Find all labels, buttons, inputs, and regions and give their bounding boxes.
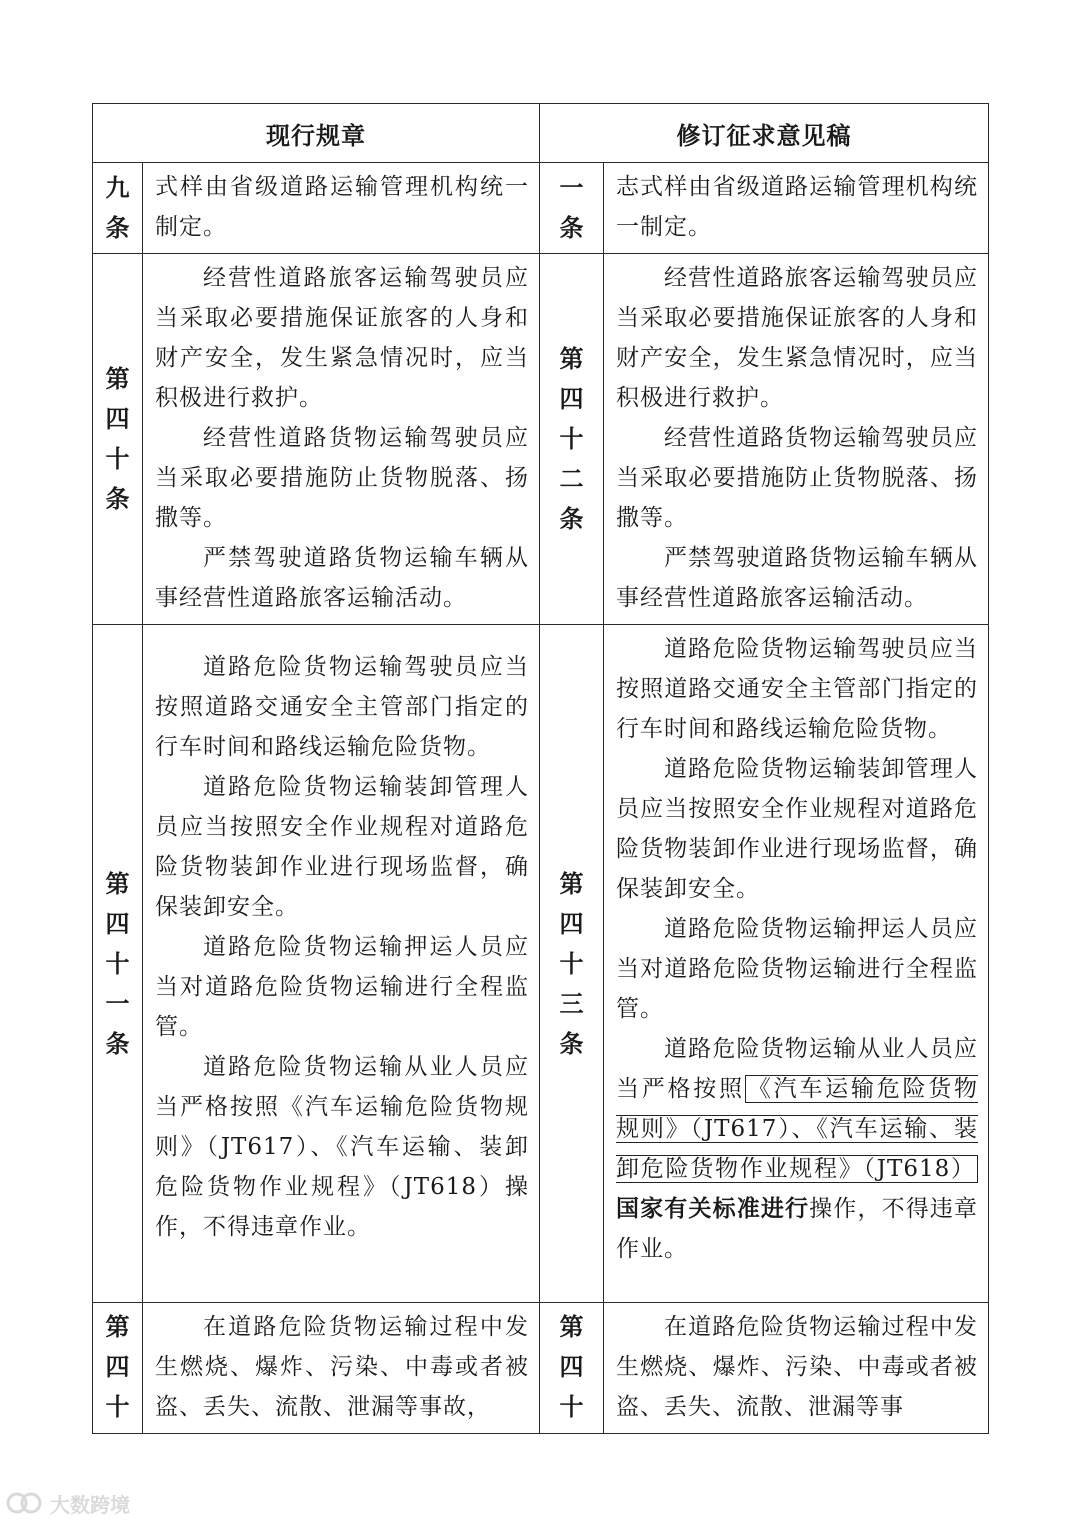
watermark (4, 1488, 130, 1518)
current-text-cell (143, 254, 540, 625)
article-number: 第四十条 (105, 365, 130, 513)
current-text-cell (143, 625, 540, 1303)
article-paragraph: 道路危险货物运输押运人员应当对道路危险货物运输进行全程监管。 (155, 934, 529, 1040)
article-paragraph: 在道路危险货物运输过程中发生燃烧、爆炸、污染、中毒或者被盗、丢失、流散、泄漏等事 (616, 1314, 978, 1420)
article-number-cell (93, 254, 143, 625)
table-row (93, 1303, 989, 1434)
article-paragraph: 经营性道路货物运输驾驶员应当采取必要措施防止货物脱落、扬撒等。 (616, 425, 978, 531)
revised-text-cell (604, 163, 989, 254)
article-number: 第四十 (559, 1313, 584, 1421)
table-row (93, 625, 989, 1303)
article-number-cell (540, 1303, 604, 1434)
current-text-cell (143, 1303, 540, 1434)
article-number: 第四十三条 (559, 869, 584, 1058)
regulation-comparison-table (92, 103, 989, 1434)
brand-logo-icon (4, 1488, 44, 1518)
revised-text-suffix: 操作，不得违章作业。 (616, 1196, 979, 1262)
revised-text-prefix: 道路危险货物运输从业人员应当严格按照 (616, 1036, 978, 1102)
revised-text-cell (604, 1303, 989, 1434)
article-paragraph: 道路危险货物运输装卸管理人员应当按照安全作业规程对道路危险货物装卸作业进行现场监督，确保装卸安全。 (155, 774, 529, 920)
article-paragraph: 经营性道路旅客运输驾驶员应当采取必要措施保证旅客的人身和财产安全，发生紧急情况时，应当积极进行救护。 (616, 265, 978, 411)
table-row (93, 163, 989, 254)
article-paragraph: 经营性道路旅客运输驾驶员应当采取必要措施保证旅客的人身和财产安全，发生紧急情况时，应当积极进行救护。 (155, 265, 529, 411)
article-paragraph: 严禁驾驶道路货物运输车辆从事经营性道路旅客运输活动。 (155, 545, 529, 611)
article-paragraph: 道路危险货物运输驾驶员应当按照道路交通安全主管部门指定的行车时间和路线运输危险货物。 (616, 636, 978, 742)
article-number-cell (540, 625, 604, 1303)
revised-text-cell (604, 625, 989, 1303)
article-paragraph: 在道路危险货物运输过程中发生燃烧、爆炸、污染、中毒或者被盗、丢失、流散、泄漏等事故， (155, 1314, 529, 1420)
article-paragraph: 道路危险货物运输装卸管理人员应当按照安全作业规程对道路危险货物装卸作业进行现场监督，确保装卸安全。 (616, 756, 978, 902)
current-text-cell (143, 163, 540, 254)
article-paragraph: 经营性道路货物运输驾驶员应当采取必要措施防止货物脱落、扬撒等。 (155, 425, 529, 531)
header-revised-draft: 修订征求意见稿 (540, 104, 989, 163)
deleted-standards-box: 《汽车运输危险货物规则》（JT617）、《汽车运输、装卸危险货物作业规程》（JT618） (616, 1076, 979, 1182)
revised-text-cell (604, 254, 989, 625)
article-number: 九条 (105, 174, 130, 242)
article-number-cell (540, 254, 604, 625)
article-number-cell (93, 1303, 143, 1434)
header-row (93, 104, 989, 163)
article-paragraph: 志式样由省级道路运输管理机构统一制定。 (616, 174, 978, 240)
article-number: 第四十一条 (105, 869, 130, 1058)
article-number: 一条 (559, 174, 584, 242)
article-paragraph: 道路危险货物运输从业人员应当严格按照《汽车运输危险货物规则》（JT617）、《汽车运输、装卸危险货物作业规程》（JT618）操作，不得违章作业。 (155, 1054, 529, 1240)
article-number-cell (540, 163, 604, 254)
watermark-text: 大数跨境 (50, 1492, 130, 1517)
article-number: 第四十二条 (559, 345, 584, 533)
article-paragraph-revised (616, 1029, 978, 1269)
article-paragraph: 道路危险货物运输驾驶员应当按照道路交通安全主管部门指定的行车时间和路线运输危险货物。 (155, 654, 529, 760)
article-paragraph: 道路危险货物运输押运人员应当对道路危险货物运输进行全程监管。 (616, 916, 978, 1022)
article-number-cell (93, 625, 143, 1303)
header-current-regulation: 现行规章 (93, 104, 540, 163)
article-number: 第四十 (105, 1313, 130, 1421)
article-number-cell (93, 163, 143, 254)
article-paragraph: 严禁驾驶道路货物运输车辆从事经营性道路旅客运输活动。 (616, 545, 978, 611)
inserted-text: 国家有关标准进行 (616, 1196, 810, 1222)
article-paragraph: 式样由省级道路运输管理机构统一制定。 (155, 174, 529, 240)
table-row (93, 254, 989, 625)
